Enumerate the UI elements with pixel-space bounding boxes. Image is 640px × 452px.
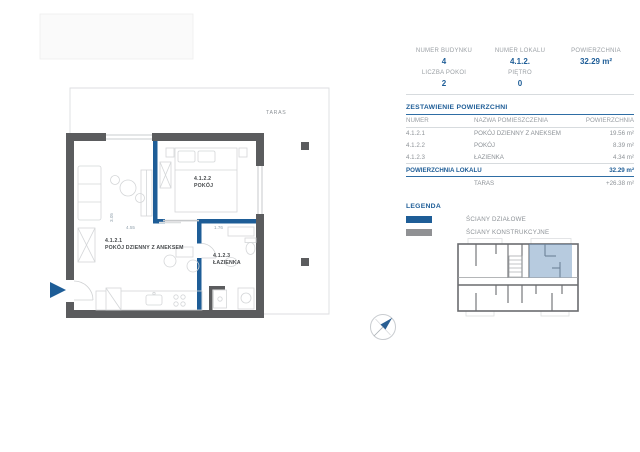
taras-label: TARAS: [474, 179, 495, 187]
field-label: NUMER LOKALU: [494, 48, 546, 54]
total-label: POWIERZCHNIA LOKALU: [406, 166, 482, 174]
area-table-title: ZESTAWIENIE POWIERZCHNI: [406, 104, 634, 115]
legend-label: ŚCIANY KONSTRUKCYJNE: [466, 229, 550, 237]
cell-numer: 4.1.2.3: [406, 153, 425, 161]
field-label: LICZBA POKOI: [421, 70, 467, 76]
room-label-bathroom: [213, 253, 241, 267]
room-number: 4.1.2.2: [194, 176, 212, 182]
field-label: POWIERZCHNIA: [571, 48, 621, 54]
legend-title: LEGENDA: [406, 203, 441, 211]
field-value: 4.1.2.: [509, 57, 530, 66]
table-total-row: [406, 164, 634, 176]
building-overview-map: [458, 239, 578, 317]
field-floor: [482, 70, 558, 92]
entrance-arrow-icon: [50, 282, 66, 298]
legend-item-structural: [406, 229, 634, 236]
dimension-label: 1.76: [214, 225, 223, 230]
legend-item-partition: [406, 216, 634, 223]
terrace-outline: [40, 14, 329, 314]
table-taras-row: [406, 177, 634, 189]
bathroom-fixtures: [214, 227, 257, 309]
field-value: 32.29 m²: [579, 57, 613, 66]
room-name: ŁAZIENKA: [213, 260, 241, 266]
col-header-numer: NUMER: [406, 117, 429, 125]
field-label: PIĘTRO: [508, 70, 532, 76]
field-unit-number: [482, 48, 558, 70]
cell-powierzchnia: 19.56 m²: [609, 130, 634, 138]
cell-nazwa: POKÓJ: [474, 141, 495, 149]
field-label: NUMER BUDYNKU: [415, 48, 473, 54]
area-table-header: [406, 115, 634, 127]
room-label-bedroom: [194, 176, 213, 190]
structural-wall-swatch: [406, 229, 432, 236]
col-header-nazwa: NAZWA POMIESZCZENIA: [474, 117, 549, 125]
cell-powierzchnia: 8.39 m²: [613, 141, 634, 149]
room-name: POKÓJ: [194, 183, 214, 189]
structural-walls: [66, 133, 264, 318]
structural-columns: [301, 142, 309, 266]
header-divider: [406, 94, 634, 95]
cell-powierzchnia: 4.34 m²: [613, 153, 634, 161]
taras-value: +26.38 m²: [605, 179, 634, 187]
legend-label: ŚCIANY DZIAŁOWE: [466, 216, 526, 224]
table-row: [406, 128, 634, 140]
table-row: [406, 151, 634, 163]
info-panel: [406, 48, 634, 236]
unit-header-row-1: [406, 48, 634, 70]
cell-numer: 4.1.2.1: [406, 130, 425, 138]
dimension-label: 3.05: [109, 213, 114, 222]
cell-numer: 4.1.2.2: [406, 141, 425, 149]
field-spacer: [558, 70, 634, 92]
field-area: [558, 48, 634, 70]
compass-icon: [371, 315, 396, 340]
unit-header-row-2: [406, 70, 634, 92]
field-room-count: [406, 70, 482, 92]
partition-walls: [153, 141, 256, 310]
room-number: 4.1.2.3: [213, 253, 231, 259]
room-name: POKÓJ DZIENNY Z ANEKSEM: [105, 245, 184, 251]
partition-wall-swatch: [406, 216, 432, 223]
total-value: 32.29 m²: [609, 166, 634, 174]
cell-nazwa: ŁAZIENKA: [474, 153, 504, 161]
col-header-powierzchnia: POWIERZCHNIA: [585, 117, 634, 125]
terrace-label: TARAS: [266, 110, 287, 116]
field-value: 4: [441, 57, 447, 66]
window-symbols: [65, 132, 265, 302]
field-value: 0: [517, 79, 523, 88]
cell-nazwa: POKÓJ DZIENNY Z ANEKSEM: [474, 130, 561, 138]
field-value: 2: [441, 79, 447, 88]
dimension-label: 4.55: [126, 225, 135, 230]
room-number: 4.1.2.1: [105, 238, 123, 244]
selected-unit-highlight: [529, 244, 572, 278]
field-building-number: [406, 48, 482, 70]
room-label-living: [105, 238, 184, 252]
table-row: [406, 140, 634, 152]
